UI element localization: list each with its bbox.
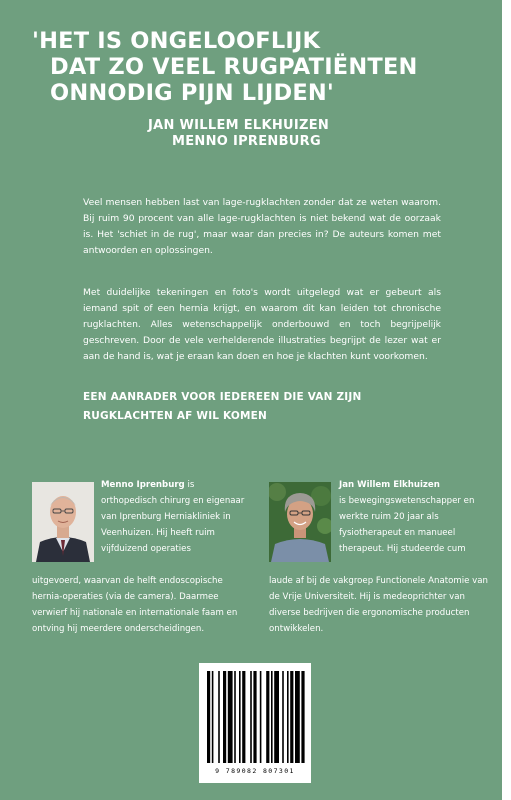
barcode-bar bbox=[290, 671, 293, 763]
author-names bbox=[148, 118, 329, 150]
cover-quote bbox=[32, 28, 492, 106]
recommendation-text: EEN AANRADER VOOR IEDEREEN DIE VAN ZIJN RUGKLACHTEN AF WIL KOMEN bbox=[83, 391, 362, 422]
description-paragraph-1: Veel mensen hebben last van lage-rugklachten zonder dat ze weten waarom. Bij ruim 90 procent van alle lage-rugklachten is niet bekend wat de oorzaak is. Het 'schiet in de rug', maar waar dan precies in? De auteurs komen met antwoorden en oplossingen. bbox=[83, 197, 441, 256]
bio-elkhuizen-name: Jan Willem Elkhuizen bbox=[339, 480, 440, 490]
isbn-number: 9 789082 807301 bbox=[215, 767, 295, 775]
quote-line-2: DAT ZO VEEL RUGPATIËNTEN bbox=[50, 54, 418, 80]
barcode-bar bbox=[218, 671, 220, 763]
barcode-bar bbox=[239, 671, 241, 763]
bio-iprenburg-name: Menno Iprenburg bbox=[101, 480, 185, 490]
barcode-bar bbox=[266, 671, 269, 763]
barcode-bar bbox=[260, 671, 262, 763]
bio-elkhuizen-side bbox=[339, 477, 499, 557]
barcode-bar bbox=[228, 671, 233, 763]
barcode-bar bbox=[282, 671, 284, 763]
barcode-bar bbox=[253, 671, 256, 763]
description-paragraph-2: Met duidelijke tekeningen en foto's wordt uitgelegd wat er gebeurt als iemand spit of een hernia krijgt, en waarom dit kan leiden tot chronische rugklachten. Alles wetenschappelijk onderbouwd en toch begrijpelijk geschreven. Door de vele verhelderende illustraties begrijpt de lezer wat er aan de hand is, wat je eraan kan doen en hoe je klachten kunt voorkomen. bbox=[83, 287, 441, 362]
portrait-icon bbox=[269, 482, 331, 562]
author-photo-elkhuizen bbox=[269, 482, 331, 562]
bio-iprenburg-text-side: is orthopedisch chirurg en eigenaar van Iprenburg Herniakliniek in Veenhuizen. Hij heeft ruim vijfduizend operaties bbox=[101, 480, 245, 554]
barcode-bar bbox=[295, 671, 300, 763]
barcode-bar bbox=[274, 671, 279, 763]
barcode-bar bbox=[207, 671, 210, 763]
author-name-1: JAN WILLEM ELKHUIZEN bbox=[148, 118, 330, 133]
bio-elkhuizen-text-side: is bewegingswetenschapper en werkte ruim 20 jaar als fysiotherapeut en manueel therapeut. Hij studeerde cum bbox=[339, 496, 475, 554]
bio-elkhuizen-below: laude af bij de vakgroep Functionele Anatomie van de Vrije Universiteit. Hij is medeoprichter van diverse bedrijven die ergonomische producten ontwikkelen. bbox=[269, 576, 488, 634]
quote-line-3: ONNODIG PIJN LIJDEN' bbox=[50, 80, 335, 106]
author-photo-iprenburg bbox=[32, 482, 94, 562]
quote-line-1: 'HET IS ONGELOOFLIJK bbox=[32, 28, 321, 54]
barcode-bar bbox=[223, 671, 226, 763]
bio-iprenburg-side bbox=[101, 477, 251, 557]
barcode-bar bbox=[250, 671, 252, 763]
barcode-icon bbox=[199, 663, 311, 767]
page-edge bbox=[502, 0, 511, 800]
barcode-area bbox=[199, 663, 311, 783]
author-name-2: MENNO IPRENBURG bbox=[172, 134, 321, 149]
barcode-bar bbox=[301, 671, 304, 763]
barcode-bar bbox=[271, 671, 273, 763]
barcode-bar bbox=[287, 671, 289, 763]
portrait-icon bbox=[32, 482, 94, 562]
barcode-bar bbox=[234, 671, 236, 763]
bio-iprenburg-below: uitgevoerd, waarvan de helft endoscopische hernia-operaties (via de camera). Daarmee verwierf hij nationale en internationale faam en ontving hij meerdere onderscheidingen. bbox=[32, 576, 238, 634]
barcode-bar bbox=[212, 671, 214, 763]
barcode-bar bbox=[242, 671, 245, 763]
